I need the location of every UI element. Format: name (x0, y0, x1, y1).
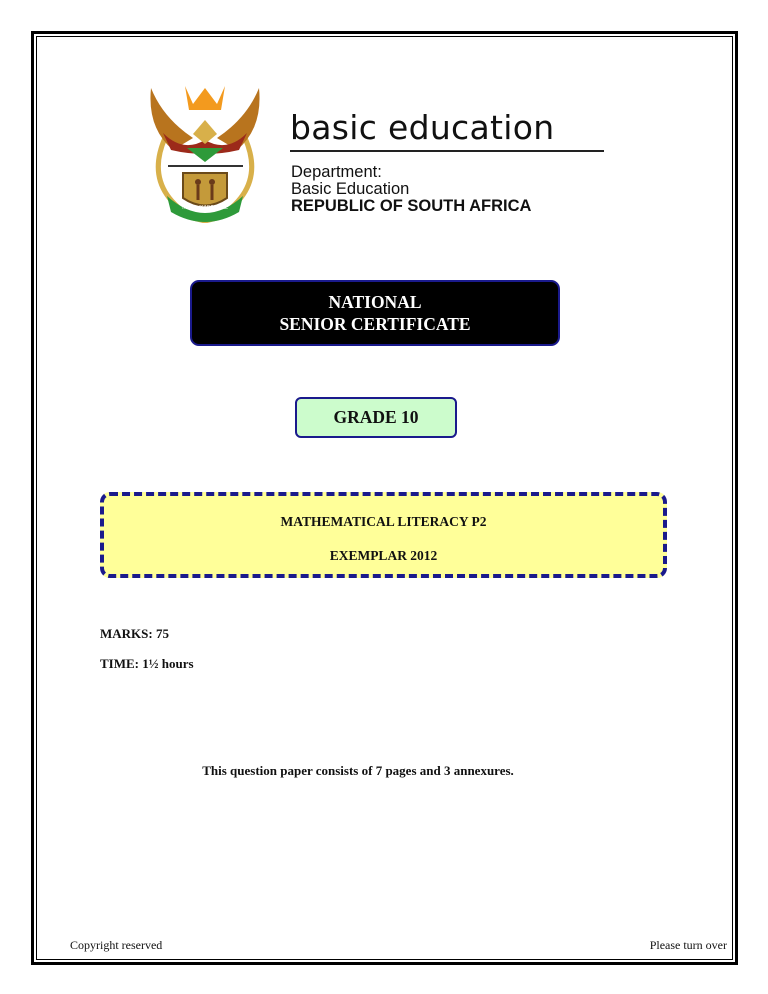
subject-edition: EXEMPLAR 2012 (329, 548, 438, 563)
coat-of-arms-logo (143, 78, 267, 223)
dept-line-3: REPUBLIC OF SOUTH AFRICA (291, 197, 532, 215)
footer-copyright: Copyright reserved (70, 938, 163, 952)
footer-turn-over: Please turn over (649, 938, 727, 952)
coat-of-arms-motto: !KE E: /XARRA //KE (181, 205, 229, 211)
certificate-title-line2: SENIOR CERTIFICATE (279, 314, 471, 334)
certificate-title-box (190, 280, 560, 346)
grade-box: GRADE 10 (295, 397, 457, 438)
certificate-title-line1: NATIONAL (328, 292, 422, 312)
subject-box (100, 492, 667, 578)
marks-label: MARKS: 75 (100, 626, 169, 641)
dept-line-1: Department: (291, 163, 382, 181)
paper-note: This question paper consists of 7 pages and 3 annexures. (202, 763, 514, 778)
time-label: TIME: 1½ hours (100, 656, 194, 671)
brand-rule (290, 150, 604, 152)
dept-line-2: Basic Education (291, 180, 410, 198)
subject-title: MATHEMATICAL LITERACY P2 (280, 514, 487, 529)
brand-title: basic education (290, 108, 555, 147)
